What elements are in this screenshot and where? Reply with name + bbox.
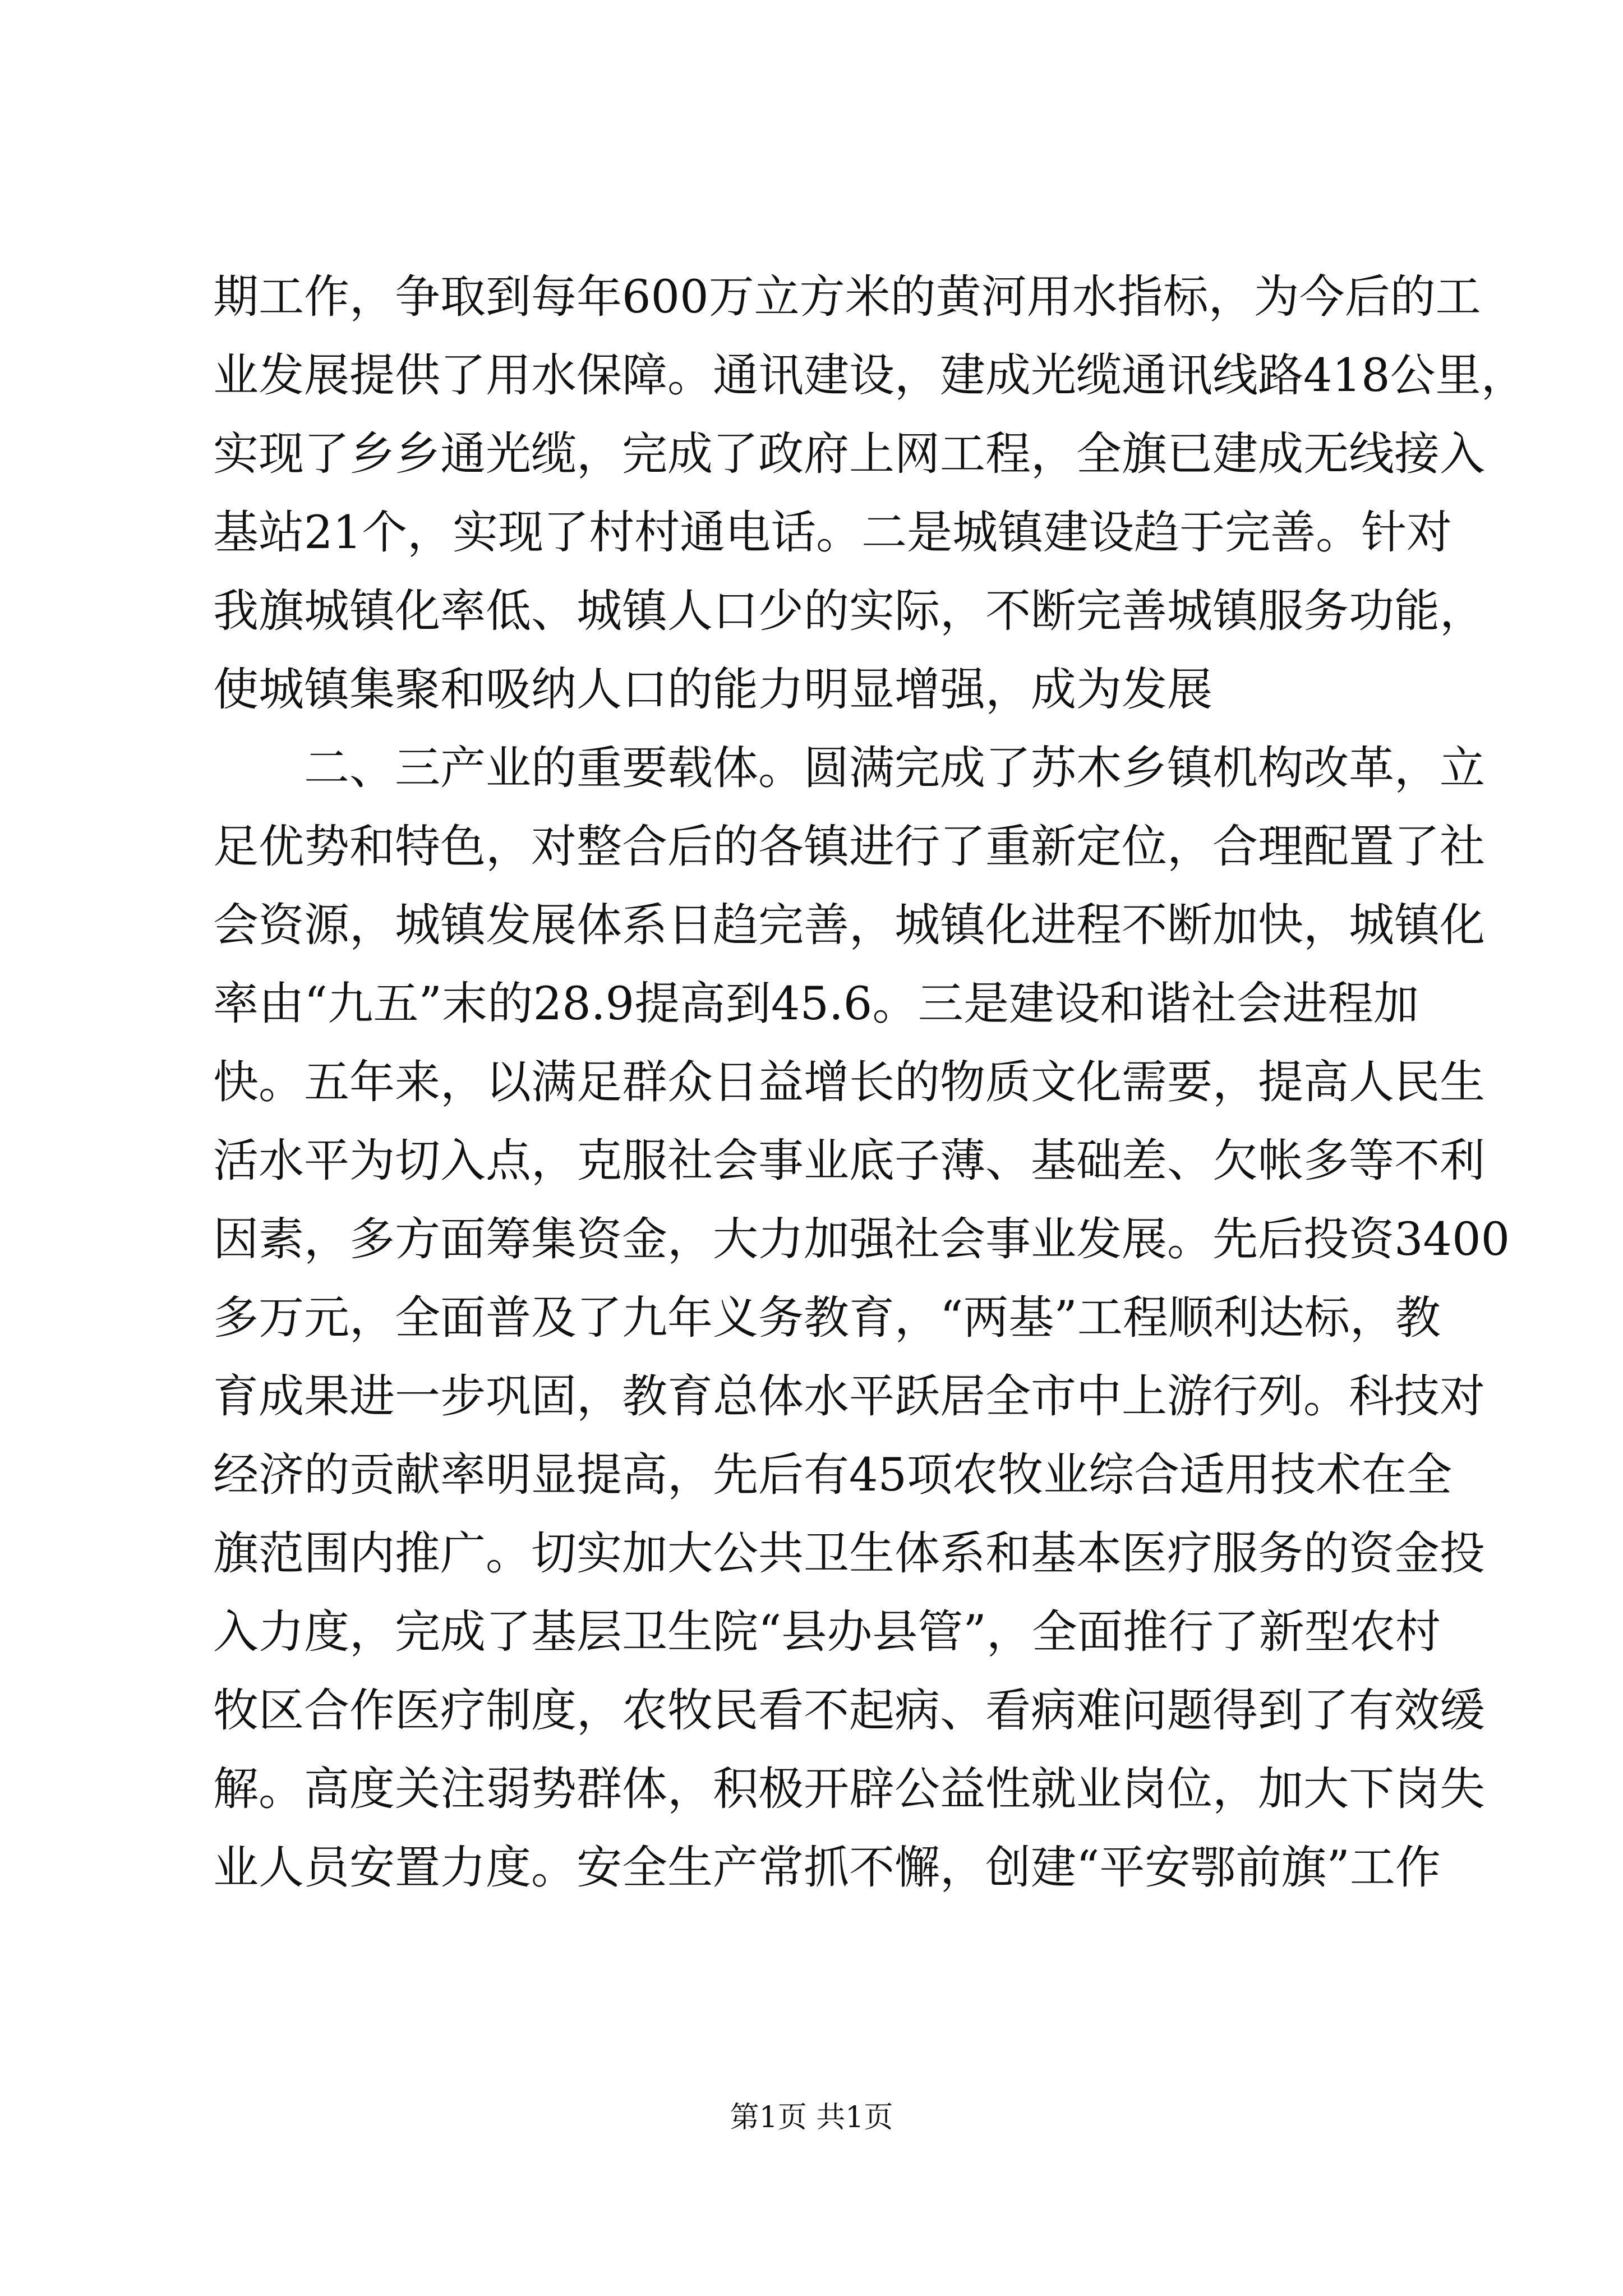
- text-line: 会资源，城镇发展体系日趋完善，城镇化进程不断加快，城镇化: [213, 899, 1486, 952]
- page-footer: [0, 2098, 1623, 2137]
- text-line: 率由“九五”末的28.9提高到45.6。三是建设和谐社会进程加: [213, 978, 1419, 1030]
- text-line: 期工作，争取到每年600万立方米的黄河用水指标，为今后的工: [213, 271, 1481, 324]
- text-line: 解。高度关注弱势群体，积极开辟公益性就业岗位，加大下岗失: [213, 1763, 1486, 1816]
- text-line: 实现了乡乡通光缆，完成了政府上网工程，全旗已建成无线接入: [213, 428, 1486, 481]
- text-line: 育成果进一步巩固，教育总体水平跃居全市中上游行列。科技对: [213, 1370, 1486, 1423]
- text-line: 使城镇集聚和吸纳人口的能力明显增强，成为发展: [213, 664, 1213, 716]
- text-line: 多万元，全面普及了九年义务教育，“两基”工程顺利达标，教: [213, 1292, 1441, 1345]
- text-line: 快。五年来，以满足群众日益增长的物质文化需要，提高人民生: [213, 1056, 1486, 1109]
- text-line: 足优势和特色，对整合后的各镇进行了重新定位，合理配置了社: [213, 821, 1486, 873]
- text-line: 经济的贡献率明显提高，先后有45项农牧业综合适用技术在全: [213, 1449, 1453, 1502]
- text-line: 牧区合作医疗制度，农牧民看不起病、看病难问题得到了有效缓: [213, 1685, 1486, 1737]
- text-line: 业人员安置力度。安全生产常抓不懈，创建“平安鄂前旗”工作: [213, 1842, 1441, 1894]
- text-line: 因素，多方面筹集资金，大力加强社会事业发展。先后投资3400: [213, 1213, 1510, 1266]
- text-line: 旗范围内推广。切实加大公共卫生体系和基本医疗服务的资金投: [213, 1527, 1486, 1580]
- page-number-label: 第1页 共1页: [730, 2101, 893, 2134]
- body-text: [213, 258, 1527, 1907]
- paragraph-first-line: 二、三产业的重要载体。圆满完成了苏木乡镇机构改革，立: [304, 742, 1486, 795]
- text-line: 我旗城镇化率低、城镇人口少的实际，不断完善城镇服务功能，: [213, 585, 1486, 638]
- text-line: 入力度，完成了基层卫生院“县办县管”，全面推行了新型农村: [213, 1606, 1441, 1659]
- text-line: 活水平为切入点，克服社会事业底子薄、基础差、欠帐多等不利: [213, 1135, 1486, 1188]
- text-line: 基站21个，实现了村村通电话。二是城镇建设趋于完善。针对: [213, 507, 1453, 559]
- text-line: 业发展提供了用水保障。通讯建设，建成光缆通讯线路418公里，: [213, 349, 1527, 402]
